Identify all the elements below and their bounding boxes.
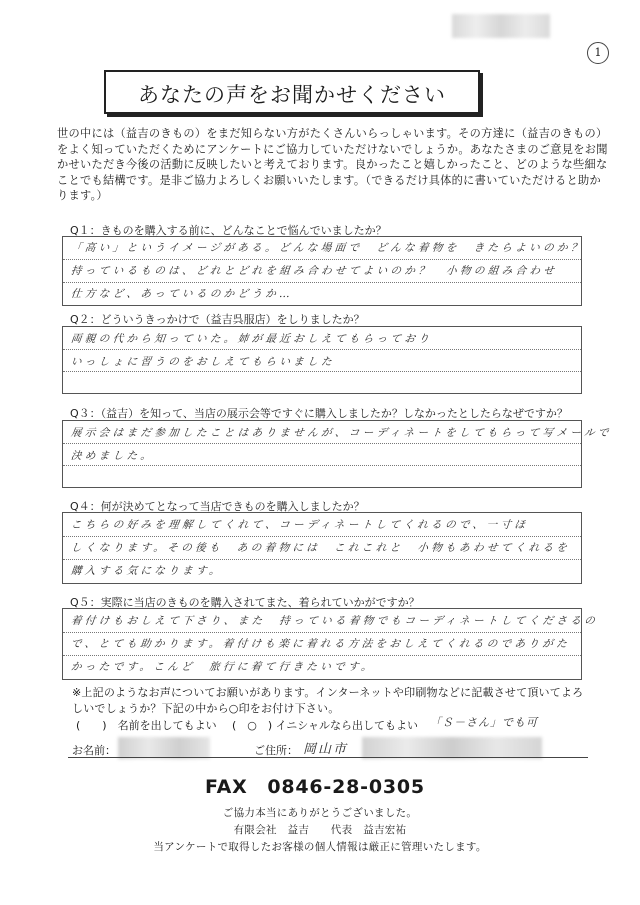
answer-box-4 [62, 512, 582, 584]
consent-option-initials: ( ○ ) イニシャルなら出してもよい [232, 719, 419, 732]
intro-text: 世の中には（益吉のきもの）をまだ知らない方がたくさんいらっしゃいます。その方達に（益吉のきもの） をよく知っていただくためにアンケートにご協力していただけないでしょうか。あなたさまのご意見をお聞 かせいただき今後の活動に反映したいと考えております。良かったこと嬉しかったこと、どのような些細な ことでも結構です。是非ご協力よろしくお願いいたします。（できるだけ具体的に書いていただけると助か ります。） [57, 127, 608, 203]
answer-box-5 [62, 608, 599, 680]
redacted-address [362, 737, 542, 759]
consent-note: ※上記のようなお声についてお願いがあります。インターネットや印刷物などに記載させて頂いてよろ しいでしょうか？下記の中から○印をお付け下さい。 [72, 686, 584, 715]
answer-1-line-1: 「高い」というイメージがある。どんな場面で どんな着物を きたらよいのか？ [70, 242, 586, 254]
address-label: ご住所： [254, 744, 298, 757]
question-3: Q３：（益吉）を知って、当店の展示会等ですぐに購入しましたか？しなかったとしたらなぜですか？ [70, 407, 568, 420]
answer-3-line-2: 決めました。 [70, 450, 155, 462]
question-5: Q５：実際に当店のきものを購入されてまた、着られていかがですか？ [70, 596, 420, 609]
signature-line [68, 757, 588, 758]
answer-1-line-3: 仕方など、あっているのかどうか… [70, 288, 294, 300]
answer-2-line-1: 両親の代から知っていた。姉が最近おしえてもらっており [70, 333, 433, 345]
title-frame [104, 70, 480, 114]
answer-2-line-2: いっしょに習うのをおしえてもらいました [70, 356, 336, 368]
answer-4-line-1: こちらの好みを理解してくれて、コーディネートしてくれるので、一寸ほ [70, 519, 529, 531]
answer-5-line-2: で、とても助かります。着付けも楽に着れる方法をおしえてくれるのでありがた [70, 638, 571, 650]
footer-privacy: 当アンケートで取得したお客様の個人情報は厳正に管理いたします。 [153, 841, 487, 853]
question-4: Q４：何が決めてとなって当店できものを購入しましたか？ [70, 500, 365, 513]
question-2: Q２：どういうきっかけで（益吉呉服店）をしりましたか？ [70, 313, 365, 326]
question-1: Q１：きものを購入する前に、どんなことで悩んでいましたか？ [70, 224, 387, 237]
footer-company: 有限会社 益吉 代表 益吉宏祐 [233, 824, 407, 836]
answer-box-1 [62, 236, 586, 306]
page-title: あなたの声をお聞かせください [138, 83, 446, 107]
answer-4-line-2: しくなります。その後も あの着物には これこれと 小物もあわせてくれるを [70, 542, 571, 554]
consent-handwritten-note: 「Ｓ－さん」でも可 [430, 716, 538, 729]
fax-number: FAX 0846-28-0305 [205, 776, 425, 798]
answer-4-line-3: 購入する気になります。 [70, 565, 224, 577]
page-number: 1 [587, 42, 609, 64]
answer-5-line-3: かったです。こんど 旅行に着て行きたいです。 [70, 661, 376, 673]
footer-thanks: ご協力本当にありがとうございました。 [222, 807, 418, 819]
answer-box-3 [62, 420, 613, 488]
name-label: お名前： [72, 744, 116, 757]
answer-box-2 [62, 326, 582, 394]
answer-3-line-1: 展示会はまだ参加したことはありませんが、コーディネートをしてもらって写メールで [70, 427, 613, 439]
answer-5-line-1: 着付けもおしえて下さり、また 持っている着物でもコーディネートしてくださるの [70, 615, 599, 627]
address-city: 岡山市 [303, 742, 349, 757]
answer-1-line-2: 持っているものは、どれとどれを組み合わせてよいのか？ 小物の組み合わせ [70, 265, 558, 277]
redacted-text [452, 14, 550, 38]
consent-option-full-name: ( ) 名前を出してもよい [76, 719, 217, 732]
redacted-name [118, 737, 210, 759]
